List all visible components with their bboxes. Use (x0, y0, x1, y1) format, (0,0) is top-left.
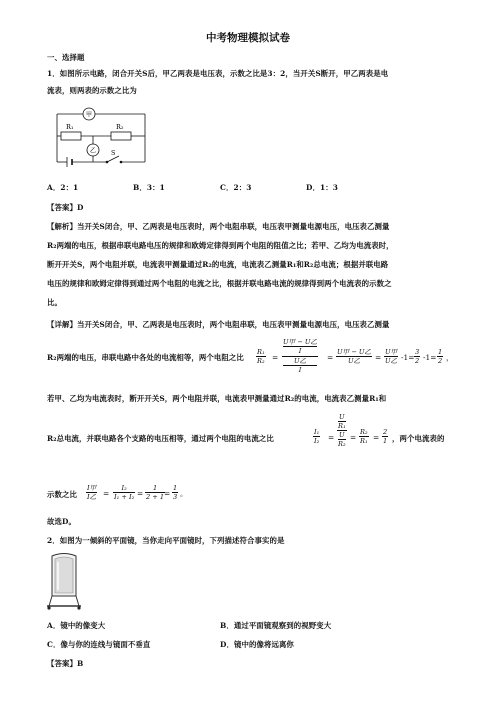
eq3-meter-ratio: I甲 I乙 (87, 484, 97, 501)
r1-resistor (61, 132, 81, 140)
q1-stem-line1: 1．如图所示电路，闭合开关S后，甲乙两表是电压表，示数之比是3：2，当开关S断开，甲乙两表是电 (47, 69, 389, 78)
switch-label: S (111, 149, 116, 157)
q2-option-d: D．镜中的像将远离你 (220, 640, 294, 649)
meter-yi-label: 乙 (89, 147, 97, 155)
r2-label: R₂ (116, 123, 124, 131)
q1-jiexi-line: 比。 (47, 298, 62, 307)
q1-xiangjie-line: 若甲、乙均为电流表时，断开开关S，两个电阻并联，电流表甲测量通过R₂的电流，电流表乙测量R₁和 (47, 394, 387, 403)
q2-stem: 2．如图为一倾斜的平面镜，当你走向平面镜时，下列描述符合事实的是 (47, 536, 285, 545)
eq1-minus-one: -1= (401, 353, 415, 362)
q1-option-d: D．1：3 (306, 183, 338, 192)
r1-label: R₁ (66, 123, 74, 131)
q1-conclusion: 故选D。 (47, 517, 76, 526)
eq2-big-fraction: U R₁ U R₂ (338, 413, 346, 448)
q1-jiexi-line: 电压的规律和欧姆定律得到通过两个电阻的电流之比，根据并联电路电流的规律得到两个电流表的示数之 (47, 279, 392, 288)
eq2-i-ratio: $\frac{\text{I₁}}{\text{I₂}}$ (314, 428, 320, 445)
r2-resistor (111, 132, 131, 140)
q1-xiangjie-line: 【详解】当开关S闭合，甲、乙两表是电压表时，两个电阻串联，电压表甲测量电源电压，电压表乙测量 (47, 320, 390, 329)
tilted-mirror-illustration (44, 552, 84, 610)
eq1-mid-fraction: U甲 − U乙 U乙 (337, 348, 372, 365)
circuit-diagram (55, 104, 155, 174)
q1-option-a: A．2：1 (47, 183, 79, 192)
q1-jiexi-line: 【解析】当开关S闭合，甲、乙两表是电压表时，两个电阻串联，电压表甲测量电源电压，电压表乙测量 (47, 222, 390, 231)
eq1-ratio-fraction: U甲 U乙 (385, 348, 398, 365)
q1-jiexi-line: R₂两端的电压，根据串联电路电压的规律和欧姆定律得到两个电阻的阻值之比；若甲、乙均为电流表时， (47, 241, 394, 250)
q1-xiangjie-line: ，两个电流表的 (392, 434, 445, 443)
eq2-result: $\frac{2}{1}$ (383, 428, 388, 445)
q1-stem-line2: 流表，则两表的示数之比为 (47, 86, 137, 95)
eq3-result: $\frac{1}{3}$ (173, 484, 178, 501)
q1-xiangjie-line: R₂两端的电压，串联电路中各处的电流相等，两个电阻之比 (47, 353, 244, 362)
q2-option-a: A．镜中的像变大 (47, 621, 106, 630)
q2-answer: 【答案】B (47, 659, 84, 668)
q2-option-b: B．通过平面镜观察到的视野变大 (220, 621, 332, 630)
eq3-number-fraction: $\frac{1}{2 + 1}$ (146, 484, 165, 501)
section-heading: 一、选择题 (47, 53, 85, 62)
q1-answer: 【答案】D (47, 203, 84, 212)
eq1-result: $\frac{1}{2}$ (438, 348, 443, 365)
eq1-r-ratio: $\frac{\text{R₁}}{\text{R₂}}$ (257, 348, 265, 365)
q1-option-c: C．2：3 (220, 183, 252, 192)
eq3-current-fraction: $\frac{\text{I₂}}{\text{I₁ + I₂}}$ (114, 484, 135, 501)
q1-option-b: B．3：1 (133, 183, 165, 192)
eq2-r-ratio: $\frac{\text{R₂}}{\text{R₁}}$ (360, 428, 368, 445)
q1-xiangjie-line: R₂总电流，并联电路各个支路的电压相等，通过两个电阻的电流之比 (47, 434, 274, 443)
eq1-big-fraction: U甲 − U乙 I U乙 I (283, 338, 318, 374)
meter-jia-label: 甲 (85, 111, 93, 119)
q1-jiexi-line: 断开开关S，两个电阻并联，电流表甲测量通过R₂的电流，电流表乙测量R₁和R₂总电流；根据并联电路 (47, 260, 389, 269)
eq1-three-halves: $\frac{3}{2}$ (415, 348, 420, 365)
q1-xiangjie-line: 示数之比 (47, 490, 77, 499)
page-title: 中考物理模拟试卷 (206, 32, 290, 44)
q2-option-c: C．像与你的连线与镜面不垂直 (47, 640, 151, 649)
